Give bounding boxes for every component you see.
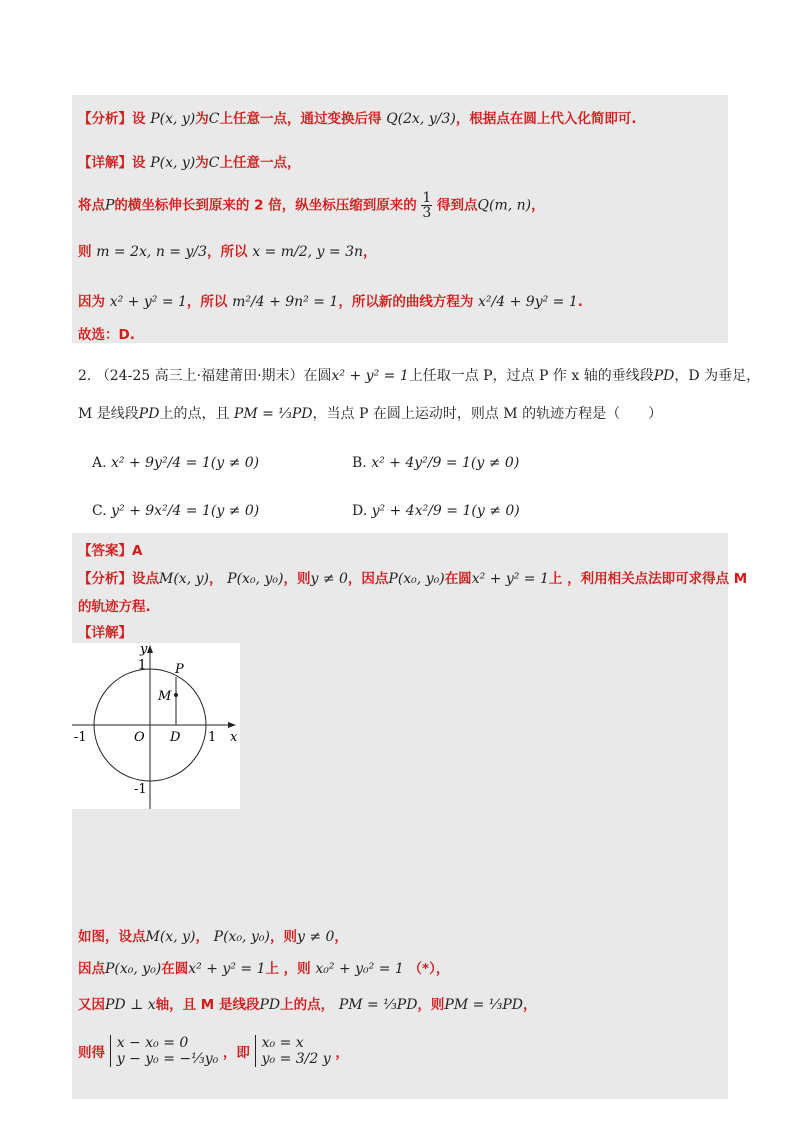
option-a[interactable] [92, 455, 259, 471]
text: 设 [132, 111, 146, 127]
option-expr: y² + 9x²/4 = 1(y ≠ 0) [111, 503, 260, 519]
text: 上的点， [280, 997, 335, 1013]
text: ， [523, 997, 537, 1013]
detail-line [78, 151, 300, 171]
math-c: C [208, 155, 220, 171]
math-point-p: P(x₀, y₀) [227, 571, 284, 587]
math-point-p: P(x₀, y₀) [213, 929, 270, 945]
system-eq: y − y₀ = −⅓y₀ [116, 1051, 219, 1067]
x-tick-neg1: -1 [74, 730, 87, 745]
math-point-m: M(x, y) [145, 929, 196, 945]
math-c: C [208, 111, 220, 127]
origin-label: O [134, 730, 145, 745]
math-point-p: P(x, y) [150, 155, 196, 171]
text: ， [195, 929, 209, 945]
math-condition: y ≠ 0 [296, 929, 335, 945]
text: 轴，且 M 是线段 [155, 997, 260, 1013]
math-condition: y ≠ 0 [310, 571, 348, 587]
text: 设 [132, 155, 146, 171]
math-point-q: Q(2x, y/3) [386, 111, 456, 127]
step-4 [78, 1035, 349, 1067]
d-label: D [170, 730, 181, 745]
text: ，所以 [186, 294, 228, 310]
equation: PM = ⅓PD [233, 406, 313, 422]
equation: PM = ⅓PD [444, 997, 524, 1013]
y-label: y [140, 643, 148, 657]
text: ， [334, 929, 348, 945]
step-1 [78, 925, 348, 945]
question-line-1 [78, 365, 760, 385]
system-eq: x − x₀ = 0 [116, 1035, 189, 1051]
option-expr: x² + 9y²/4 = 1(y ≠ 0) [111, 455, 260, 471]
text: ， [531, 197, 545, 214]
text: 上 ，则 [265, 961, 311, 977]
choice-line: 故选：D. [78, 327, 135, 343]
answer-line: 【答案】A [78, 543, 143, 559]
step-3 [78, 993, 537, 1013]
option-b[interactable] [352, 455, 519, 471]
equation: x₀² + y₀² = 1 [315, 961, 404, 977]
analysis-line [78, 567, 747, 587]
denominator: 3 [422, 205, 432, 221]
option-label: C. [92, 503, 107, 519]
text: ，则 [283, 571, 311, 587]
segment: PD [259, 997, 281, 1013]
text: 上任意一点，通过变换后得 [219, 111, 382, 127]
text: 将点 [78, 197, 105, 214]
analysis-line [78, 107, 636, 127]
text: 在圆 [444, 571, 472, 587]
text: 则 [78, 244, 92, 260]
circle-figure [72, 643, 240, 809]
text: 因点 [78, 961, 105, 977]
equation: x² + y² = 1 [471, 571, 549, 587]
math-point-m: M(x, y) [159, 571, 209, 587]
y-tick-neg1: -1 [134, 782, 147, 797]
y-tick-1: 1 [138, 658, 147, 673]
text: M 是线段 [78, 406, 139, 422]
step-2 [78, 957, 449, 977]
text: ，则 [269, 929, 297, 945]
m-label: M [158, 689, 172, 704]
point-m [174, 693, 178, 697]
segment: PD [138, 406, 160, 422]
text: 为 [195, 111, 209, 127]
math-perp: PD ⊥ x [105, 997, 156, 1013]
detail-label: 【详解】 [78, 155, 132, 171]
text: 则得 [78, 1045, 105, 1061]
text: 上任意一点， [219, 155, 301, 171]
equation: x² + y² = 1 [331, 368, 409, 384]
equation: m²/4 + 9n² = 1 [232, 294, 339, 310]
text: 得到点 [437, 197, 478, 214]
p-label: P [175, 662, 184, 677]
text: . [577, 294, 583, 310]
fraction [421, 191, 432, 220]
question-source: （24-25 高三上·福建莆田·期末） [95, 368, 304, 384]
text: 设点 [132, 571, 159, 587]
text: 在圆 [303, 368, 332, 384]
x-label: x [230, 730, 238, 745]
equation: x² + y² = 1 [188, 961, 266, 977]
math-point-p: P(x₀, y₀) [105, 961, 162, 977]
analysis-label: 【分析】 [78, 111, 132, 127]
x-tick-1: 1 [208, 730, 217, 745]
equation: m = 2x, n = y/3 [96, 244, 207, 260]
text: ，所以 [207, 244, 248, 260]
equation: x² + y² = 1 [109, 294, 187, 310]
text: 因为 [78, 294, 105, 310]
segment: PD [653, 368, 675, 384]
text: 如图，设点 [78, 929, 146, 945]
text: （*） [408, 961, 436, 977]
option-label: A. [92, 455, 107, 471]
option-label: B. [352, 455, 367, 471]
text: ， [435, 961, 450, 977]
transform-line [78, 191, 545, 220]
math-p: P [105, 197, 115, 214]
relation-line [78, 240, 377, 260]
equation: PM = ⅓PD [338, 997, 418, 1013]
system-1 [110, 1035, 219, 1067]
text: 为 [195, 155, 209, 171]
text: ，当点 P 在圆上运动时，则点 M 的轨迹方程是（ ） [312, 406, 663, 422]
text: 上的点，且 [159, 406, 230, 422]
analysis-label: 【分析】 [78, 571, 132, 587]
numerator: 1 [422, 190, 432, 206]
text: ，所以新的曲线方程为 [338, 294, 474, 310]
solution-box-2 [72, 533, 748, 1099]
math-point-q: Q(m, n) [477, 197, 532, 214]
equation: x = m/2, y = 3n [252, 244, 363, 260]
figure-background [72, 643, 240, 809]
text: ， [363, 244, 377, 260]
system-2 [255, 1035, 331, 1067]
text: ， [335, 1045, 349, 1061]
question-line-2 [78, 403, 662, 423]
option-c[interactable] [92, 503, 259, 519]
option-label: D. [352, 503, 368, 519]
math-point-p: P(x, y) [150, 111, 196, 127]
text: ，根据点在圆上代入化简即可. [455, 111, 637, 127]
solution-box-1 [72, 95, 728, 343]
equation: x²/4 + 9y² = 1 [478, 294, 578, 310]
text: ，即 [222, 1045, 250, 1061]
text: ， [208, 571, 223, 587]
text: ，则 [417, 997, 445, 1013]
result-line [78, 290, 583, 310]
text: 的横坐标伸长到原来的 2 倍，纵坐标压缩到原来的 [114, 197, 417, 214]
analysis-line-2: 的轨迹方程. [78, 599, 151, 615]
option-d[interactable] [352, 503, 520, 519]
detail-label: 【详解】 [78, 625, 132, 641]
system-eq: y₀ = 3/2 y [261, 1051, 331, 1067]
math-point-p: P(x₀, y₀) [388, 571, 445, 587]
text: ，因点 [347, 571, 389, 587]
text: 上 ，利用相关点法即可求得点 M [548, 571, 748, 587]
option-expr: x² + 4y²/9 = 1(y ≠ 0) [371, 455, 520, 471]
text: 在圆 [161, 961, 189, 977]
option-expr: y² + 4x²/9 = 1(y ≠ 0) [371, 503, 520, 519]
text: 又因 [78, 997, 105, 1013]
text: 上任取一点 P，过点 P 作 x 轴的垂线段 [408, 368, 654, 384]
text: ，D 为垂足， [674, 368, 761, 384]
system-eq: x₀ = x [261, 1035, 304, 1051]
question-number: 2. [78, 368, 92, 384]
